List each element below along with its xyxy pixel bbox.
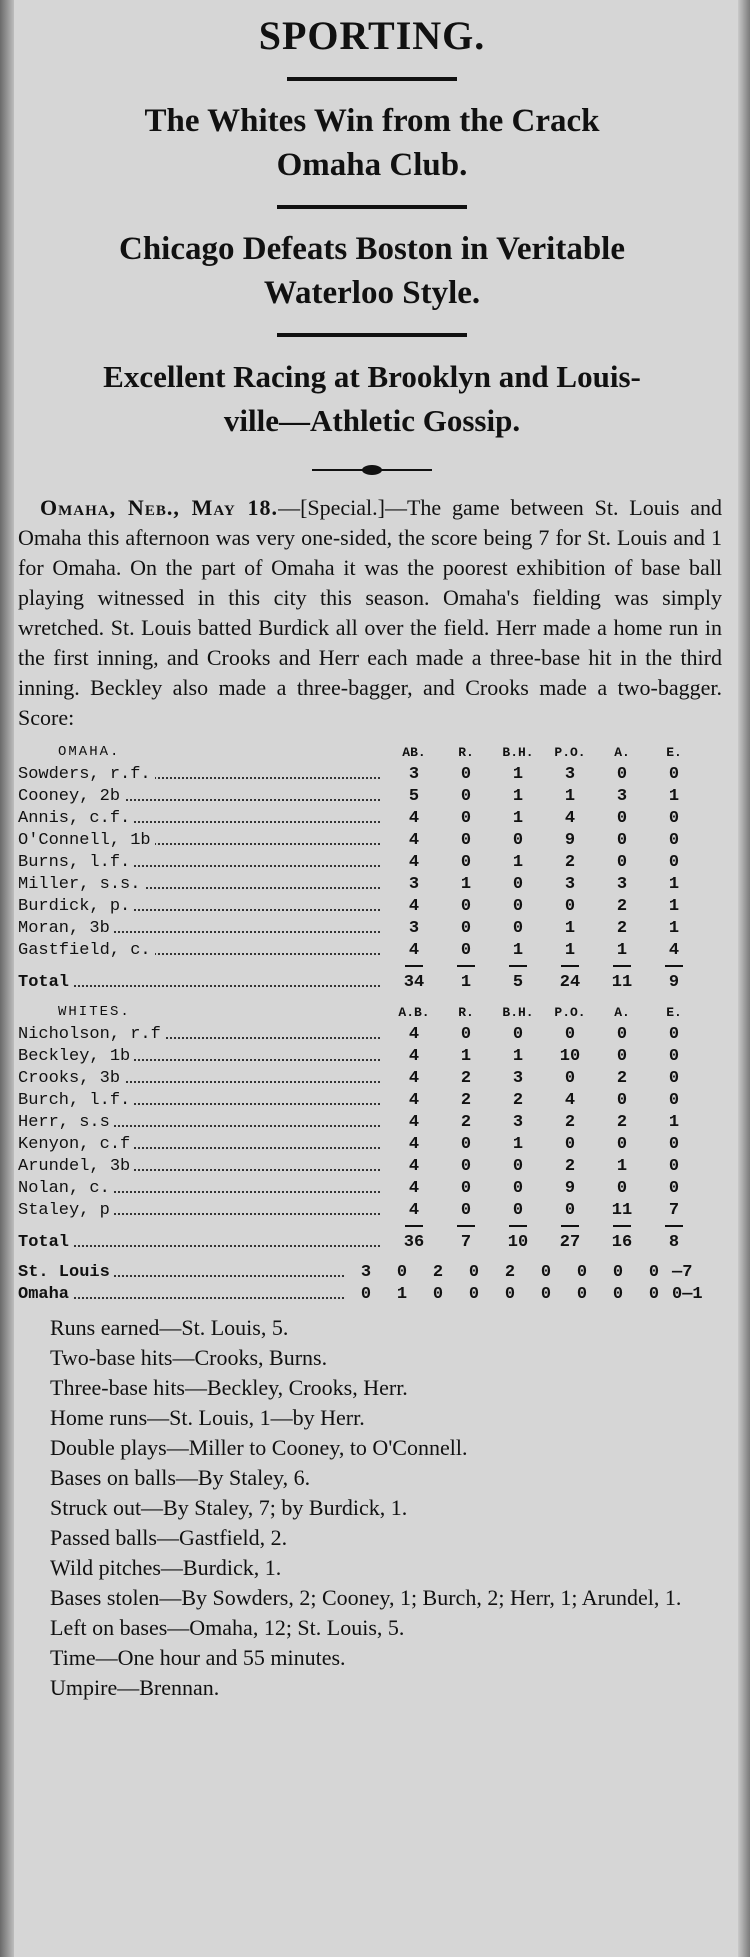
total-cell: 11 <box>611 972 633 992</box>
headline-2-line-2: Waterloo Style. <box>263 275 481 311</box>
total-row <box>18 971 728 993</box>
total-cell: 34 <box>403 972 425 992</box>
player-name-cell <box>18 765 388 784</box>
headline-1 <box>16 99 728 187</box>
dash-mark <box>405 1225 423 1227</box>
game-summary <box>16 1313 728 1703</box>
stat-cell: 0 <box>668 1024 680 1044</box>
player-name: Sowders, r.f. <box>18 765 155 784</box>
innings-team-cell <box>18 1263 348 1282</box>
stat-cell: 0 <box>460 830 472 850</box>
player-name: Staley, p <box>18 1201 114 1220</box>
player-name-cell <box>18 853 388 872</box>
headline-3 <box>16 355 728 443</box>
stat-cell: 1 <box>564 786 576 806</box>
stat-cell: 0 <box>668 764 680 784</box>
inning-run: 2 <box>432 1262 444 1282</box>
stat-cell: 2 <box>616 896 628 916</box>
stat-cell: 0 <box>668 1134 680 1154</box>
player-name-cell <box>18 831 388 850</box>
dash-cell <box>492 961 544 971</box>
stat-cell: 0 <box>460 786 472 806</box>
inning-run: 0 <box>612 1284 624 1304</box>
inning-run: 0 <box>612 1262 624 1282</box>
player-name-cell <box>18 1047 388 1066</box>
player-name: O'Connell, 1b <box>18 831 155 850</box>
stat-cell: 1 <box>460 874 472 894</box>
stat-cell: 3 <box>616 786 628 806</box>
stat-cell: 1 <box>668 918 680 938</box>
stat-cell: 4 <box>564 808 576 828</box>
total-label-cell <box>18 973 388 992</box>
headline-2-line-1: Chicago Defeats Boston in Veritable <box>119 231 625 267</box>
stat-cell: 0 <box>616 764 628 784</box>
player-name: Crooks, 3b <box>18 1069 124 1088</box>
player-name: Kenyon, c.f <box>18 1135 134 1154</box>
player-name: Arundel, 3b <box>18 1157 134 1176</box>
player-row <box>18 1199 728 1221</box>
player-row <box>18 1023 728 1045</box>
summary-line: Home runs—St. Louis, 1—by Herr. <box>50 1405 365 1430</box>
stat-cell: 4 <box>408 808 420 828</box>
stat-cell: 0 <box>460 852 472 872</box>
stat-cell: 0 <box>616 1134 628 1154</box>
stat-cell: 4 <box>408 1112 420 1132</box>
dash-mark <box>613 1225 631 1227</box>
total-separator <box>18 1221 728 1231</box>
column-header: AB. <box>402 744 426 760</box>
player-row <box>18 895 728 917</box>
player-name-cell <box>18 1179 388 1198</box>
stat-cell: 0 <box>460 1200 472 1220</box>
column-header: P.O. <box>554 1004 586 1020</box>
stat-cell: 1 <box>564 918 576 938</box>
dash-mark <box>613 965 631 967</box>
dash-cell <box>596 1221 648 1231</box>
player-row <box>18 1067 728 1089</box>
column-header: A. <box>614 1004 630 1020</box>
section-title: SPORTING. <box>258 13 486 58</box>
stat-cell: 2 <box>564 1156 576 1176</box>
article-text: —[Special.]—The game between St. Louis and Omaha this afternoon was very one-sided, the score being 7 for St. Louis and 1 for Omaha. On the part of Omaha it was the poorest exhibition of base ball playing witnessed in this city this season. Omaha's fielding was simply wretched. St. Louis batted Burdick all over the field. Herr made a home run in the first inning, and Crooks and Herr each made a three-base hit in the third inning. Beckley also made a three-bagger, and Crooks made a two-bagger. Score: <box>18 495 722 730</box>
spacer <box>18 1221 388 1231</box>
box-score-omaha <box>18 741 728 993</box>
player-row <box>18 1133 728 1155</box>
dash-cell <box>596 961 648 971</box>
player-row <box>18 1089 728 1111</box>
summary-line: Bases on balls—By Staley, 6. <box>50 1465 311 1490</box>
dash-mark <box>509 1225 527 1227</box>
innings-team: St. Louis <box>18 1263 114 1282</box>
innings-total: —7 <box>672 1262 693 1282</box>
player-name: Moran, 3b <box>18 919 114 938</box>
stat-cell: 0 <box>616 808 628 828</box>
inning-run: 3 <box>360 1262 372 1282</box>
summary-line: Bases stolen—By Sowders, 2; Cooney, 1; Burch, 2; Herr, 1; Arundel, 1. <box>50 1585 682 1610</box>
stat-cell: 3 <box>408 918 420 938</box>
stat-cell: 1 <box>668 786 680 806</box>
stat-cell: 0 <box>616 1024 628 1044</box>
dash-mark <box>561 965 579 967</box>
dash-mark <box>405 965 423 967</box>
player-row <box>18 829 728 851</box>
stat-cell: 4 <box>408 1068 420 1088</box>
total-cell: 16 <box>611 1232 633 1252</box>
stat-cell: 9 <box>564 1178 576 1198</box>
dash-cell <box>648 961 700 971</box>
stat-cell: 1 <box>512 764 524 784</box>
stat-cell: 4 <box>408 1090 420 1110</box>
box-header-row <box>18 741 728 763</box>
inning-run: 0 <box>396 1262 408 1282</box>
stat-cell: 0 <box>616 830 628 850</box>
stat-cell: 3 <box>564 874 576 894</box>
stat-cell: 0 <box>564 896 576 916</box>
stat-cell: 0 <box>668 1068 680 1088</box>
innings-total: 0—1 <box>672 1284 703 1304</box>
summary-line: Wild pitches—Burdick, 1. <box>50 1555 282 1580</box>
player-row <box>18 851 728 873</box>
player-row <box>18 1045 728 1067</box>
stat-cell: 4 <box>408 1178 420 1198</box>
total-label: Total <box>18 1233 73 1252</box>
total-cell: 10 <box>507 1232 529 1252</box>
stat-cell: 10 <box>559 1046 581 1066</box>
stat-cell: 0 <box>460 918 472 938</box>
inning-run: 0 <box>540 1284 552 1304</box>
summary-line: Passed balls—Gastfield, 2. <box>50 1525 288 1550</box>
stat-cell: 0 <box>668 852 680 872</box>
player-name-cell <box>18 1157 388 1176</box>
innings-row <box>18 1283 728 1305</box>
total-cell: 8 <box>668 1232 680 1252</box>
column-header: A. <box>614 744 630 760</box>
summary-line: Umpire—Brennan. <box>50 1675 220 1700</box>
stat-cell: 3 <box>616 874 628 894</box>
stat-cell: 2 <box>460 1090 472 1110</box>
stat-cell: 4 <box>408 1134 420 1154</box>
stat-cell: 2 <box>616 918 628 938</box>
headline-3-line-1: Excellent Racing at Brooklyn and Louis- <box>103 359 641 394</box>
stat-cell: 3 <box>512 1112 524 1132</box>
player-name-cell <box>18 1091 388 1110</box>
stat-cell: 4 <box>408 830 420 850</box>
inning-run: 2 <box>504 1262 516 1282</box>
player-row <box>18 1111 728 1133</box>
stat-cell: 2 <box>616 1068 628 1088</box>
column-header: B.H. <box>502 744 534 760</box>
player-name-cell <box>18 809 388 828</box>
inning-run: 0 <box>360 1284 372 1304</box>
stat-cell: 0 <box>616 1090 628 1110</box>
dash-cell <box>492 1221 544 1231</box>
player-name-cell <box>18 875 388 894</box>
player-name: Cooney, 2b <box>18 787 124 806</box>
stat-cell: 0 <box>512 874 524 894</box>
dash-mark <box>457 1225 475 1227</box>
stat-cell: 4 <box>408 1200 420 1220</box>
stat-cell: 1 <box>616 1156 628 1176</box>
stat-cell: 1 <box>512 852 524 872</box>
total-cell: 5 <box>512 972 524 992</box>
stat-cell: 1 <box>512 808 524 828</box>
stat-cell: 5 <box>408 786 420 806</box>
player-name-cell <box>18 919 388 938</box>
rule <box>277 333 467 337</box>
total-cell: 9 <box>668 972 680 992</box>
stat-cell: 7 <box>668 1200 680 1220</box>
column-header: R. <box>458 1004 474 1020</box>
player-name-cell <box>18 1025 388 1044</box>
column-header: B.H. <box>502 1004 534 1020</box>
total-cell: 1 <box>460 972 472 992</box>
stat-cell: 0 <box>512 830 524 850</box>
stat-cell: 1 <box>512 940 524 960</box>
player-name-cell <box>18 787 388 806</box>
summary-line: Time—One hour and 55 minutes. <box>50 1645 346 1670</box>
player-name-cell <box>18 941 388 960</box>
inning-run: 1 <box>396 1284 408 1304</box>
summary-line: Double plays—Miller to Cooney, to O'Connell. <box>50 1435 468 1460</box>
stat-cell: 1 <box>512 786 524 806</box>
stat-cell: 0 <box>564 1134 576 1154</box>
summary-line: Two-base hits—Crooks, Burns. <box>50 1345 328 1370</box>
summary-line: Runs earned—St. Louis, 5. <box>50 1315 289 1340</box>
stat-cell: 0 <box>512 918 524 938</box>
stat-cell: 0 <box>616 1046 628 1066</box>
stat-cell: 0 <box>460 1024 472 1044</box>
total-cell: 36 <box>403 1232 425 1252</box>
rule <box>287 77 457 81</box>
total-cell: 27 <box>559 1232 581 1252</box>
dash-mark <box>665 965 683 967</box>
stat-cell: 0 <box>668 1046 680 1066</box>
headline-1-line-1: The Whites Win from the Crack <box>144 103 600 139</box>
stat-cell: 0 <box>460 940 472 960</box>
stat-cell: 4 <box>408 1024 420 1044</box>
stat-cell: 4 <box>564 1090 576 1110</box>
ornament-divider <box>312 465 432 475</box>
player-name: Burch, l.f. <box>18 1091 134 1110</box>
stat-cell: 0 <box>460 764 472 784</box>
player-row <box>18 785 728 807</box>
column-header: A.B. <box>398 1004 430 1020</box>
stat-cell: 4 <box>408 1156 420 1176</box>
stat-cell: 0 <box>564 1024 576 1044</box>
player-row <box>18 873 728 895</box>
player-name-cell <box>18 1069 388 1088</box>
box-score-whites <box>18 1001 728 1253</box>
player-name-cell <box>18 1113 388 1132</box>
dash-mark <box>665 1225 683 1227</box>
dash-cell <box>648 1221 700 1231</box>
stat-cell: 1 <box>460 1046 472 1066</box>
rule <box>277 205 467 209</box>
inning-run: 0 <box>432 1284 444 1304</box>
stat-cell: 2 <box>564 1112 576 1132</box>
total-label: Total <box>18 973 73 992</box>
stat-cell: 1 <box>512 1134 524 1154</box>
stat-cell: 0 <box>668 808 680 828</box>
stat-cell: 0 <box>512 1156 524 1176</box>
player-name: Annis, c.f. <box>18 809 134 828</box>
inning-run: 0 <box>468 1262 480 1282</box>
player-name-cell <box>18 1201 388 1220</box>
stat-cell: 1 <box>668 896 680 916</box>
stat-cell: 3 <box>564 764 576 784</box>
stat-cell: 0 <box>668 830 680 850</box>
stat-cell: 4 <box>408 1046 420 1066</box>
player-row <box>18 939 728 961</box>
player-name: Nolan, c. <box>18 1179 114 1198</box>
summary-line: Left on bases—Omaha, 12; St. Louis, 5. <box>50 1615 405 1640</box>
player-name: Nicholson, r.f <box>18 1025 165 1044</box>
total-cell: 24 <box>559 972 581 992</box>
stat-cell: 1 <box>668 874 680 894</box>
player-name: Burns, l.f. <box>18 853 134 872</box>
inning-run: 0 <box>648 1284 660 1304</box>
total-separator <box>18 961 728 971</box>
player-row <box>18 763 728 785</box>
stat-cell: 0 <box>616 1178 628 1198</box>
player-name-cell <box>18 1135 388 1154</box>
stat-cell: 0 <box>512 1024 524 1044</box>
total-row <box>18 1231 728 1253</box>
stat-cell: 0 <box>616 852 628 872</box>
total-label-cell <box>18 1233 388 1252</box>
player-row <box>18 917 728 939</box>
stat-cell: 4 <box>668 940 680 960</box>
inning-run: 0 <box>576 1284 588 1304</box>
stat-cell: 3 <box>512 1068 524 1088</box>
inning-run: 0 <box>648 1262 660 1282</box>
stat-cell: 0 <box>564 1068 576 1088</box>
innings-row <box>18 1261 728 1283</box>
stat-cell: 0 <box>460 896 472 916</box>
article-body <box>18 493 722 733</box>
stat-cell: 2 <box>616 1112 628 1132</box>
player-name: Beckley, 1b <box>18 1047 134 1066</box>
inning-run: 0 <box>468 1284 480 1304</box>
innings-team: Omaha <box>18 1285 73 1304</box>
stat-cell: 3 <box>408 874 420 894</box>
stat-cell: 9 <box>564 830 576 850</box>
stat-cell: 2 <box>460 1068 472 1088</box>
player-row <box>18 1177 728 1199</box>
column-header: E. <box>666 1004 682 1020</box>
inning-scores <box>18 1261 728 1305</box>
innings-team-cell <box>18 1285 348 1304</box>
stat-cell: 1 <box>564 940 576 960</box>
player-name: Burdick, p. <box>18 897 134 916</box>
dash-cell <box>544 1221 596 1231</box>
spacer <box>18 961 388 971</box>
headline-3-line-2: ville—Athletic Gossip. <box>223 403 521 438</box>
stat-cell: 0 <box>460 808 472 828</box>
team-label: OMAHA. <box>58 744 121 760</box>
dash-cell <box>388 961 440 971</box>
newspaper-column <box>16 0 728 1703</box>
stat-cell: 1 <box>668 1112 680 1132</box>
dash-cell <box>544 961 596 971</box>
player-name-cell <box>18 897 388 916</box>
dash-mark <box>509 965 527 967</box>
dash-mark <box>457 965 475 967</box>
team-label: WHITES. <box>58 1004 131 1020</box>
stat-cell: 11 <box>611 1200 633 1220</box>
inning-run: 0 <box>576 1262 588 1282</box>
dash-cell <box>440 1221 492 1231</box>
stat-cell: 0 <box>564 1200 576 1220</box>
stat-cell: 0 <box>512 1178 524 1198</box>
stat-cell: 0 <box>512 896 524 916</box>
player-name: Gastfield, c. <box>18 941 155 960</box>
headline-1-line-2: Omaha Club. <box>276 147 468 183</box>
dateline: Omaha, Neb., May 18. <box>40 495 279 520</box>
total-cell: 7 <box>460 1232 472 1252</box>
stat-cell: 0 <box>460 1178 472 1198</box>
column-header: R. <box>458 744 474 760</box>
stat-cell: 0 <box>668 1156 680 1176</box>
dash-cell <box>440 961 492 971</box>
stat-cell: 0 <box>668 1178 680 1198</box>
inning-run: 0 <box>504 1284 516 1304</box>
stat-cell: 2 <box>460 1112 472 1132</box>
scan-edge-left <box>0 0 14 1957</box>
stat-cell: 4 <box>408 940 420 960</box>
headline-2 <box>16 227 728 315</box>
column-header: P.O. <box>554 744 586 760</box>
player-name: Herr, s.s <box>18 1113 114 1132</box>
summary-line: Three-base hits—Beckley, Crooks, Herr. <box>50 1375 408 1400</box>
stat-cell: 0 <box>512 1200 524 1220</box>
stat-cell: 0 <box>668 1090 680 1110</box>
player-row <box>18 807 728 829</box>
dash-cell <box>388 1221 440 1231</box>
inning-run: 0 <box>540 1262 552 1282</box>
stat-cell: 0 <box>460 1134 472 1154</box>
stat-cell: 4 <box>408 852 420 872</box>
stat-cell: 4 <box>408 896 420 916</box>
stat-cell: 3 <box>408 764 420 784</box>
summary-line: Struck out—By Staley, 7; by Burdick, 1. <box>50 1495 408 1520</box>
scan-edge-right <box>738 0 750 1957</box>
stat-cell: 0 <box>460 1156 472 1176</box>
stat-cell: 1 <box>616 940 628 960</box>
stat-cell: 1 <box>512 1046 524 1066</box>
dash-mark <box>561 1225 579 1227</box>
column-header: E. <box>666 744 682 760</box>
player-row <box>18 1155 728 1177</box>
player-name: Miller, s.s. <box>18 875 144 894</box>
stat-cell: 2 <box>512 1090 524 1110</box>
box-header-row <box>18 1001 728 1023</box>
stat-cell: 2 <box>564 852 576 872</box>
